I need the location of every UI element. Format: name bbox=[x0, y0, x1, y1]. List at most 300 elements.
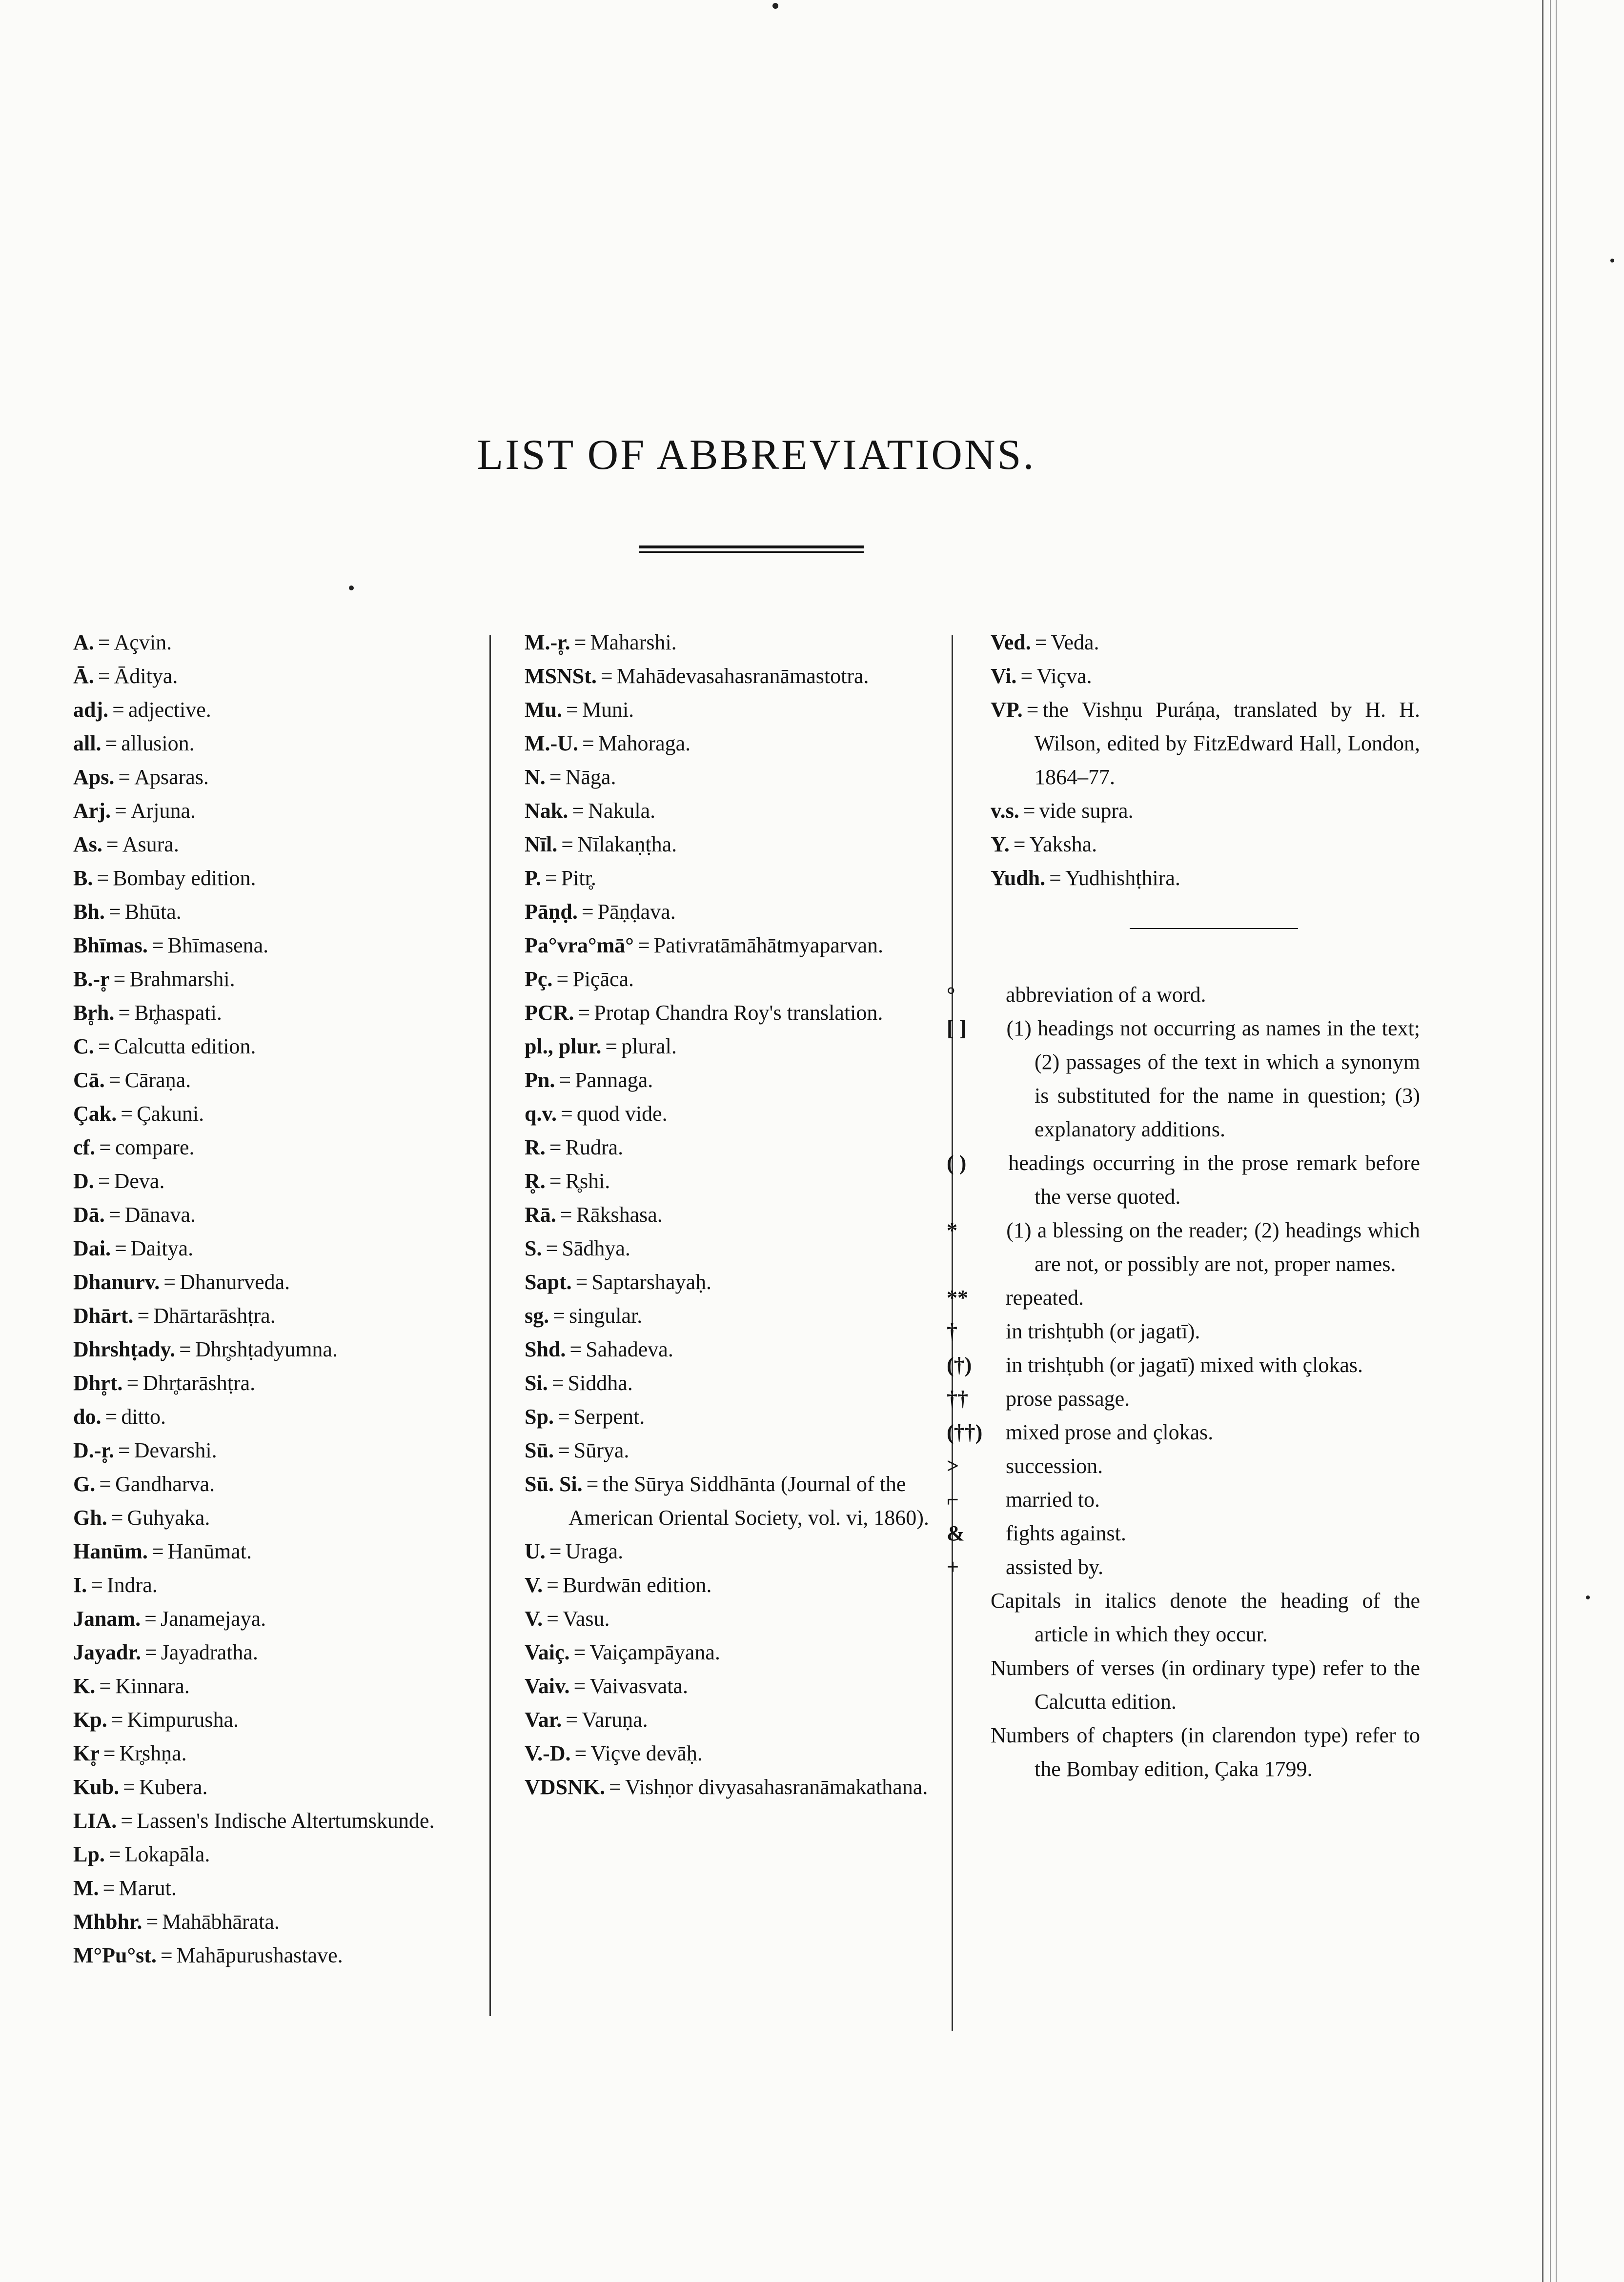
equals-sign: = bbox=[556, 967, 569, 991]
abbreviation-meaning: Vaivasvata. bbox=[589, 1674, 688, 1698]
abbreviation-meaning: Siddha. bbox=[568, 1371, 633, 1395]
equals-sign: = bbox=[1023, 799, 1035, 823]
symbol-entry bbox=[947, 1011, 1421, 1146]
abbreviation-entry bbox=[525, 1434, 944, 1467]
abbreviation-meaning: Veda. bbox=[1051, 630, 1099, 654]
abbreviation-meaning: Viçva. bbox=[1036, 664, 1092, 688]
abbreviations-column-2 bbox=[525, 626, 944, 1804]
abbreviation-term: Kr̥ bbox=[73, 1741, 100, 1765]
abbreviation-entry bbox=[73, 794, 488, 828]
abbreviation-meaning: Pativratāmāhātmyaparvan. bbox=[653, 933, 884, 957]
symbol-mark: ( ) bbox=[947, 1151, 967, 1175]
abbreviation-meaning: Pannaga. bbox=[575, 1068, 653, 1092]
abbreviation-meaning: Deva. bbox=[114, 1169, 165, 1193]
abbreviation-meaning: Hanūmat. bbox=[167, 1539, 252, 1563]
equals-sign: = bbox=[574, 630, 587, 654]
symbol-entry bbox=[947, 1213, 1420, 1281]
abbreviation-term: Mu. bbox=[525, 698, 562, 722]
abbreviation-entry bbox=[525, 861, 944, 895]
abbreviation-term: Si. bbox=[525, 1371, 548, 1395]
symbol-entry bbox=[947, 1382, 1420, 1415]
equals-sign: = bbox=[137, 1304, 150, 1328]
abbreviation-entry bbox=[525, 1602, 944, 1636]
abbreviation-meaning: plural. bbox=[621, 1034, 677, 1058]
abbreviation-entry bbox=[73, 1602, 488, 1636]
abbreviation-term: do. bbox=[73, 1405, 102, 1429]
abbreviation-term: Y. bbox=[991, 832, 1010, 856]
abbreviation-term: S. bbox=[525, 1236, 542, 1260]
abbreviation-term: I. bbox=[73, 1573, 87, 1597]
abbreviation-term: Bh. bbox=[73, 900, 105, 924]
symbol-meaning: mixed prose and çlokas. bbox=[1006, 1420, 1214, 1444]
symbol-entry bbox=[947, 1281, 1420, 1314]
abbreviation-term: Dai. bbox=[73, 1236, 111, 1260]
abbreviation-term: Nak. bbox=[525, 799, 568, 823]
abbreviation-entry bbox=[525, 1232, 944, 1265]
equals-sign: = bbox=[549, 1135, 562, 1159]
abbreviation-entry bbox=[73, 1063, 488, 1097]
equals-sign: = bbox=[118, 765, 131, 789]
abbreviation-entry bbox=[73, 1804, 488, 1838]
abbreviation-entry bbox=[73, 861, 488, 895]
abbreviation-term: adj. bbox=[73, 698, 109, 722]
equals-sign: = bbox=[566, 698, 578, 722]
equals-sign: = bbox=[114, 799, 127, 823]
equals-sign: = bbox=[553, 1304, 565, 1328]
abbreviation-term: B. bbox=[73, 866, 93, 890]
abbreviation-meaning: Maharshi. bbox=[590, 630, 677, 654]
symbol-entry bbox=[947, 1314, 1420, 1348]
abbreviation-term: Dhārt. bbox=[73, 1304, 134, 1328]
abbreviation-meaning: Cāraṇa. bbox=[124, 1068, 191, 1092]
abbreviation-term: D.-r̥. bbox=[73, 1438, 114, 1462]
abbreviation-term: Cā. bbox=[73, 1068, 105, 1092]
equals-sign: = bbox=[126, 1371, 139, 1395]
equals-sign: = bbox=[151, 1539, 164, 1563]
abbreviation-meaning: singular. bbox=[568, 1304, 643, 1328]
equals-sign: = bbox=[578, 1001, 590, 1025]
abbreviation-entry bbox=[525, 1737, 944, 1770]
abbreviation-meaning: Varuṇa. bbox=[582, 1708, 648, 1732]
abbreviation-meaning: Pāṇḍava. bbox=[597, 900, 676, 924]
abbreviation-entry bbox=[525, 1198, 944, 1232]
abbreviation-term: Hanūm. bbox=[73, 1539, 148, 1563]
abbreviation-meaning: Bhūta. bbox=[124, 900, 182, 924]
symbol-mark: (††) bbox=[947, 1420, 983, 1444]
abbreviation-term: R̥. bbox=[525, 1169, 546, 1193]
abbreviation-term: G. bbox=[73, 1472, 96, 1496]
abbreviation-entry bbox=[73, 1871, 488, 1905]
abbreviation-entry bbox=[73, 1299, 488, 1333]
equals-sign: = bbox=[98, 1169, 110, 1193]
abbreviation-entry bbox=[73, 1333, 488, 1366]
equals-sign: = bbox=[549, 1169, 562, 1193]
abbreviation-entry bbox=[73, 1636, 488, 1669]
equals-sign: = bbox=[545, 866, 557, 890]
equals-sign: = bbox=[121, 1809, 133, 1833]
equals-sign: = bbox=[113, 967, 126, 991]
abbreviation-meaning: R̥shi. bbox=[565, 1169, 610, 1193]
equals-sign: = bbox=[151, 933, 164, 957]
note-entry: Capitals in italics denote the heading of the article in which they occur. bbox=[991, 1589, 1420, 1646]
abbreviation-meaning: Devarshi. bbox=[134, 1438, 217, 1462]
abbreviation-term: V. bbox=[525, 1607, 543, 1631]
symbol-meaning: (1) headings not occurring as names in the text; (2) passages of the text in which a synonym is substituted for the name in question; (3) explanatory additions. bbox=[1006, 1016, 1421, 1141]
page-title: LIST OF ABBREVIATIONS. bbox=[477, 431, 1036, 479]
equals-sign: = bbox=[146, 1910, 159, 1934]
abbreviation-entry bbox=[525, 895, 944, 929]
abbreviation-entry bbox=[525, 929, 944, 962]
abbreviation-entry bbox=[73, 659, 488, 693]
symbol-meaning: headings occurring in the prose remark before the verse quoted. bbox=[1008, 1151, 1421, 1209]
abbreviation-term: Aps. bbox=[73, 765, 115, 789]
equals-sign: = bbox=[566, 1708, 578, 1732]
equals-sign: = bbox=[549, 765, 562, 789]
equals-sign: = bbox=[586, 1472, 599, 1496]
abbreviation-meaning: Kr̥shṇa. bbox=[119, 1741, 187, 1765]
symbol-entry bbox=[947, 1449, 1420, 1483]
abbreviation-entry bbox=[73, 1703, 488, 1737]
abbreviation-meaning: Indra. bbox=[106, 1573, 158, 1597]
abbreviation-term: Dhrshṭady. bbox=[73, 1337, 176, 1361]
equals-sign: = bbox=[547, 1573, 559, 1597]
abbreviation-entry bbox=[525, 1636, 944, 1669]
abbreviation-meaning: Dhanurveda. bbox=[180, 1270, 290, 1294]
abbreviation-entry bbox=[73, 1198, 488, 1232]
abbreviation-entry bbox=[73, 1164, 488, 1198]
equals-sign: = bbox=[637, 933, 650, 957]
abbreviation-term: Br̥h. bbox=[73, 1001, 115, 1025]
abbreviation-entry bbox=[73, 1669, 488, 1703]
abbreviation-entry bbox=[73, 1131, 488, 1164]
abbreviation-entry bbox=[525, 1030, 944, 1063]
abbreviation-term: Vaiv. bbox=[525, 1674, 570, 1698]
equals-sign: = bbox=[99, 1472, 112, 1496]
abbreviation-meaning: Uraga. bbox=[565, 1539, 624, 1563]
abbreviation-term: B.-r̥ bbox=[73, 967, 110, 991]
abbreviation-meaning: Dhr̥shṭadyumna. bbox=[195, 1337, 338, 1361]
column-divider bbox=[489, 635, 491, 2016]
abbreviation-term: P. bbox=[525, 866, 541, 890]
abbreviation-entry bbox=[73, 1939, 488, 1972]
equals-sign: = bbox=[561, 832, 574, 856]
symbol-mark: ° bbox=[947, 983, 955, 1007]
abbreviation-entry bbox=[73, 1568, 488, 1602]
abbreviation-entry bbox=[73, 1232, 488, 1265]
abbreviation-term: Sp. bbox=[525, 1405, 554, 1429]
abbreviation-meaning: Kubera. bbox=[139, 1775, 208, 1799]
page-edge-rule bbox=[1550, 0, 1551, 2282]
abbreviation-term: Vaiç. bbox=[525, 1640, 570, 1664]
abbreviation-meaning: Br̥haspati. bbox=[134, 1001, 222, 1025]
equals-sign: = bbox=[144, 1607, 157, 1631]
abbreviation-meaning: Āditya. bbox=[114, 664, 178, 688]
equals-sign: = bbox=[108, 1842, 121, 1866]
equals-sign: = bbox=[1020, 664, 1033, 688]
abbreviation-meaning: Serpent. bbox=[573, 1405, 645, 1429]
abbreviation-entry bbox=[73, 1265, 488, 1299]
abbreviation-term: V. bbox=[525, 1573, 543, 1597]
symbol-mark: ⌐ bbox=[947, 1488, 959, 1512]
equals-sign: = bbox=[160, 1943, 173, 1967]
equals-sign: = bbox=[108, 900, 121, 924]
abbreviation-entry bbox=[525, 962, 944, 996]
abbreviation-meaning: Sūrya. bbox=[573, 1438, 629, 1462]
abbreviation-meaning: Mahāpurushastave. bbox=[176, 1943, 343, 1967]
abbreviation-entry bbox=[525, 1366, 944, 1400]
abbreviation-term: D. bbox=[73, 1169, 94, 1193]
equals-sign: = bbox=[105, 731, 118, 755]
abbreviation-term: Çak. bbox=[73, 1102, 117, 1126]
equals-sign: = bbox=[144, 1640, 157, 1664]
equals-sign: = bbox=[102, 1876, 115, 1900]
abbreviation-meaning: Kinnara. bbox=[115, 1674, 190, 1698]
abbreviation-term: Lp. bbox=[73, 1842, 105, 1866]
equals-sign: = bbox=[103, 1741, 116, 1765]
abbreviation-meaning: Dhārtarāshṭra. bbox=[153, 1304, 276, 1328]
page-edge-rule bbox=[1542, 0, 1543, 2282]
abbreviation-term: sg. bbox=[525, 1304, 549, 1328]
equals-sign: = bbox=[551, 1371, 564, 1395]
symbol-meaning: fights against. bbox=[1006, 1521, 1126, 1545]
note-entry: Numbers of verses (in ordinary type) refer to the Calcutta edition. bbox=[991, 1656, 1420, 1714]
abbreviation-meaning: Sahadeva. bbox=[586, 1337, 673, 1361]
abbreviation-meaning: the Vishṇu Puráṇa, translated by H. H. Wilson, edited by FitzEdward Hall, London, 1864–77. bbox=[1035, 698, 1420, 789]
abbreviation-term: Shd. bbox=[525, 1337, 566, 1361]
abbreviation-entry bbox=[73, 1400, 488, 1434]
equals-sign: = bbox=[1035, 630, 1047, 654]
abbreviation-entry bbox=[73, 1535, 488, 1568]
equals-sign: = bbox=[575, 1270, 588, 1294]
abbreviation-meaning: Saptarshayaḥ. bbox=[591, 1270, 712, 1294]
abbreviation-entry bbox=[525, 626, 944, 659]
symbol-meaning: abbreviation of a word. bbox=[1006, 983, 1206, 1007]
symbol-meaning: prose passage. bbox=[1006, 1387, 1130, 1411]
abbreviation-meaning: Daitya. bbox=[130, 1236, 194, 1260]
abbreviation-entry bbox=[73, 760, 488, 794]
abbreviation-meaning: Kimpurusha. bbox=[127, 1708, 239, 1732]
symbol-entry bbox=[947, 978, 1420, 1011]
abbreviation-entry bbox=[525, 1535, 944, 1568]
abbreviation-meaning: Sādhya. bbox=[562, 1236, 630, 1260]
abbreviation-entry bbox=[525, 1131, 944, 1164]
abbreviation-entry bbox=[991, 794, 1420, 828]
abbreviation-meaning: Burdwān edition. bbox=[562, 1573, 712, 1597]
equals-sign: = bbox=[546, 1236, 558, 1260]
abbreviation-meaning: the Sūrya Siddhānta (Journal of the American Oriental Society, vol. vi, 1860). bbox=[568, 1472, 929, 1530]
abbreviation-meaning: Piçāca. bbox=[572, 967, 634, 991]
abbreviation-term: VDSNK. bbox=[525, 1775, 606, 1799]
abbreviation-meaning: Açvin. bbox=[114, 630, 172, 654]
abbreviation-term: Ved. bbox=[991, 630, 1031, 654]
abbreviation-term: Bhīmas. bbox=[73, 933, 148, 957]
equals-sign: = bbox=[557, 1438, 570, 1462]
abbreviation-term: U. bbox=[525, 1539, 546, 1563]
abbreviation-meaning: Yudhishṭhira. bbox=[1065, 866, 1180, 890]
abbreviation-term: M.-r̥. bbox=[525, 630, 570, 654]
abbreviation-entry bbox=[525, 1265, 944, 1299]
symbol-entry bbox=[947, 1550, 1420, 1584]
equals-sign: = bbox=[573, 1674, 586, 1698]
symbol-meaning: in trishṭubh (or jagatī) mixed with çlokas. bbox=[1006, 1353, 1363, 1377]
equals-sign: = bbox=[1049, 866, 1061, 890]
abbreviation-meaning: Rākshasa. bbox=[576, 1203, 663, 1227]
abbreviation-entry bbox=[73, 1905, 488, 1939]
abbreviation-term: cf. bbox=[73, 1135, 96, 1159]
abbreviation-entry bbox=[991, 659, 1420, 693]
equals-sign: = bbox=[108, 1203, 121, 1227]
abbreviation-term: M°Pu°st. bbox=[73, 1943, 157, 1967]
abbreviation-entry bbox=[525, 1400, 944, 1434]
abbreviation-entry bbox=[73, 1737, 488, 1770]
abbreviation-meaning: Yaksha. bbox=[1029, 832, 1097, 856]
abbreviation-term: Kp. bbox=[73, 1708, 107, 1732]
equals-sign: = bbox=[105, 1405, 118, 1429]
abbreviation-term: Yudh. bbox=[991, 866, 1046, 890]
section-rule bbox=[1130, 928, 1298, 929]
print-speck bbox=[1610, 259, 1614, 263]
equals-sign: = bbox=[569, 1337, 582, 1361]
abbreviation-meaning: adjective. bbox=[128, 698, 211, 722]
abbreviation-meaning: Janamejaya. bbox=[160, 1607, 266, 1631]
abbreviation-term: Dhr̥t. bbox=[73, 1371, 123, 1395]
abbreviation-meaning: Apsaras. bbox=[134, 765, 209, 789]
abbreviation-term: all. bbox=[73, 731, 102, 755]
print-speck bbox=[772, 3, 778, 9]
equals-sign: = bbox=[1026, 698, 1039, 722]
equals-sign: = bbox=[559, 1068, 571, 1092]
abbreviation-term: pl., plur. bbox=[525, 1034, 602, 1058]
print-speck bbox=[349, 586, 354, 590]
abbreviation-entry bbox=[991, 861, 1420, 895]
abbreviation-meaning: Vasu. bbox=[562, 1607, 610, 1631]
abbreviation-meaning: Vishṇor divyasahasranāmakathana. bbox=[625, 1775, 928, 1799]
equals-sign: = bbox=[99, 1674, 112, 1698]
symbol-entry bbox=[947, 1415, 1420, 1449]
equals-sign: = bbox=[547, 1607, 559, 1631]
symbol-mark: † bbox=[947, 1319, 957, 1343]
abbreviation-meaning: Asura. bbox=[122, 832, 179, 856]
abbreviation-term: C. bbox=[73, 1034, 94, 1058]
symbol-mark: [ ] bbox=[947, 1016, 967, 1040]
abbreviation-meaning: Calcutta edition. bbox=[114, 1034, 256, 1058]
abbreviation-term: Var. bbox=[525, 1708, 562, 1732]
abbreviation-entry bbox=[73, 1770, 488, 1804]
symbol-meaning: in trishṭubh (or jagatī). bbox=[1006, 1319, 1200, 1343]
equals-sign: = bbox=[98, 630, 110, 654]
symbol-meaning: married to. bbox=[1006, 1488, 1100, 1512]
abbreviation-entry bbox=[73, 1097, 488, 1131]
abbreviation-entry bbox=[525, 1164, 944, 1198]
abbreviation-term: K. bbox=[73, 1674, 96, 1698]
abbreviation-term: Kub. bbox=[73, 1775, 120, 1799]
abbreviation-meaning: Dānava. bbox=[124, 1203, 196, 1227]
abbreviation-meaning: Mahādevasahasranāmastotra. bbox=[616, 664, 869, 688]
equals-sign: = bbox=[111, 1708, 123, 1732]
abbreviations-column-3 bbox=[947, 626, 1421, 1786]
symbol-mark: > bbox=[947, 1454, 959, 1478]
abbreviation-entry bbox=[73, 626, 488, 659]
equals-sign: = bbox=[572, 799, 585, 823]
equals-sign: = bbox=[600, 664, 613, 688]
abbreviation-term: As. bbox=[73, 832, 102, 856]
abbreviation-term: Rā. bbox=[525, 1203, 556, 1227]
abbreviation-term: Sū. bbox=[525, 1438, 554, 1462]
abbreviation-term: Sapt. bbox=[525, 1270, 572, 1294]
abbreviation-meaning: Arjuna. bbox=[130, 799, 196, 823]
abbreviation-term: Gh. bbox=[73, 1506, 107, 1530]
abbreviation-term: Dhanurv. bbox=[73, 1270, 160, 1294]
abbreviation-meaning: vide supra. bbox=[1039, 799, 1134, 823]
page-edge-rule bbox=[1556, 0, 1557, 2282]
abbreviation-meaning: Lokapāla. bbox=[124, 1842, 210, 1866]
abbreviation-entry bbox=[73, 996, 488, 1030]
equals-sign: = bbox=[609, 1775, 621, 1799]
abbreviation-entry bbox=[525, 996, 944, 1030]
abbreviation-entry bbox=[525, 659, 944, 693]
abbreviation-entry bbox=[991, 626, 1420, 659]
abbreviation-term: PCR. bbox=[525, 1001, 574, 1025]
abbreviation-entry bbox=[73, 1838, 488, 1871]
abbreviation-entry bbox=[73, 895, 488, 929]
abbreviation-meaning: Nāga. bbox=[565, 765, 616, 789]
abbreviation-entry bbox=[525, 1299, 944, 1333]
equals-sign: = bbox=[98, 664, 110, 688]
abbreviation-meaning: Nīlakaṇṭha. bbox=[577, 832, 677, 856]
equals-sign: = bbox=[1013, 832, 1026, 856]
abbreviation-entry bbox=[73, 1434, 488, 1467]
equals-sign: = bbox=[582, 731, 594, 755]
symbol-meaning: succession. bbox=[1006, 1454, 1103, 1478]
symbols-list bbox=[947, 978, 1421, 1584]
abbreviation-term: M. bbox=[73, 1876, 99, 1900]
abbreviation-entry bbox=[525, 1063, 944, 1097]
abbreviation-term: N. bbox=[525, 765, 546, 789]
equals-sign: = bbox=[112, 698, 124, 722]
abbreviation-meaning: Bombay edition. bbox=[113, 866, 256, 890]
symbol-meaning: assisted by. bbox=[1006, 1555, 1104, 1579]
abbreviation-entry bbox=[73, 929, 488, 962]
equals-sign: = bbox=[118, 1438, 130, 1462]
abbreviation-term: q.v. bbox=[525, 1102, 557, 1126]
abbreviation-term: Ā. bbox=[73, 664, 94, 688]
equals-sign: = bbox=[179, 1337, 191, 1361]
abbreviation-entry bbox=[73, 1366, 488, 1400]
equals-sign: = bbox=[549, 1539, 562, 1563]
equals-sign: = bbox=[115, 1236, 127, 1260]
abbreviation-meaning: allusion. bbox=[121, 731, 195, 755]
equals-sign: = bbox=[98, 1034, 110, 1058]
abbreviation-entry bbox=[73, 828, 488, 861]
notes-list bbox=[991, 1584, 1420, 1786]
equals-sign: = bbox=[573, 1640, 586, 1664]
abbreviation-entry bbox=[525, 1333, 944, 1366]
equals-sign: = bbox=[163, 1270, 176, 1294]
equals-sign: = bbox=[560, 1203, 572, 1227]
abbreviation-entry bbox=[73, 1030, 488, 1063]
abbreviation-meaning: Protap Chandra Roy's translation. bbox=[594, 1001, 883, 1025]
abbreviation-entry bbox=[525, 828, 944, 861]
abbreviation-meaning: Gandharva. bbox=[115, 1472, 215, 1496]
abbreviation-meaning: Viçve devāḥ. bbox=[590, 1741, 703, 1765]
abbreviation-term: A. bbox=[73, 630, 94, 654]
abbreviation-entry bbox=[525, 727, 944, 760]
title-double-rule bbox=[639, 551, 864, 553]
equals-sign: = bbox=[605, 1034, 618, 1058]
abbreviation-meaning: ditto. bbox=[121, 1405, 166, 1429]
equals-sign: = bbox=[574, 1741, 587, 1765]
abbreviation-term: Pāṇḍ. bbox=[525, 900, 578, 924]
